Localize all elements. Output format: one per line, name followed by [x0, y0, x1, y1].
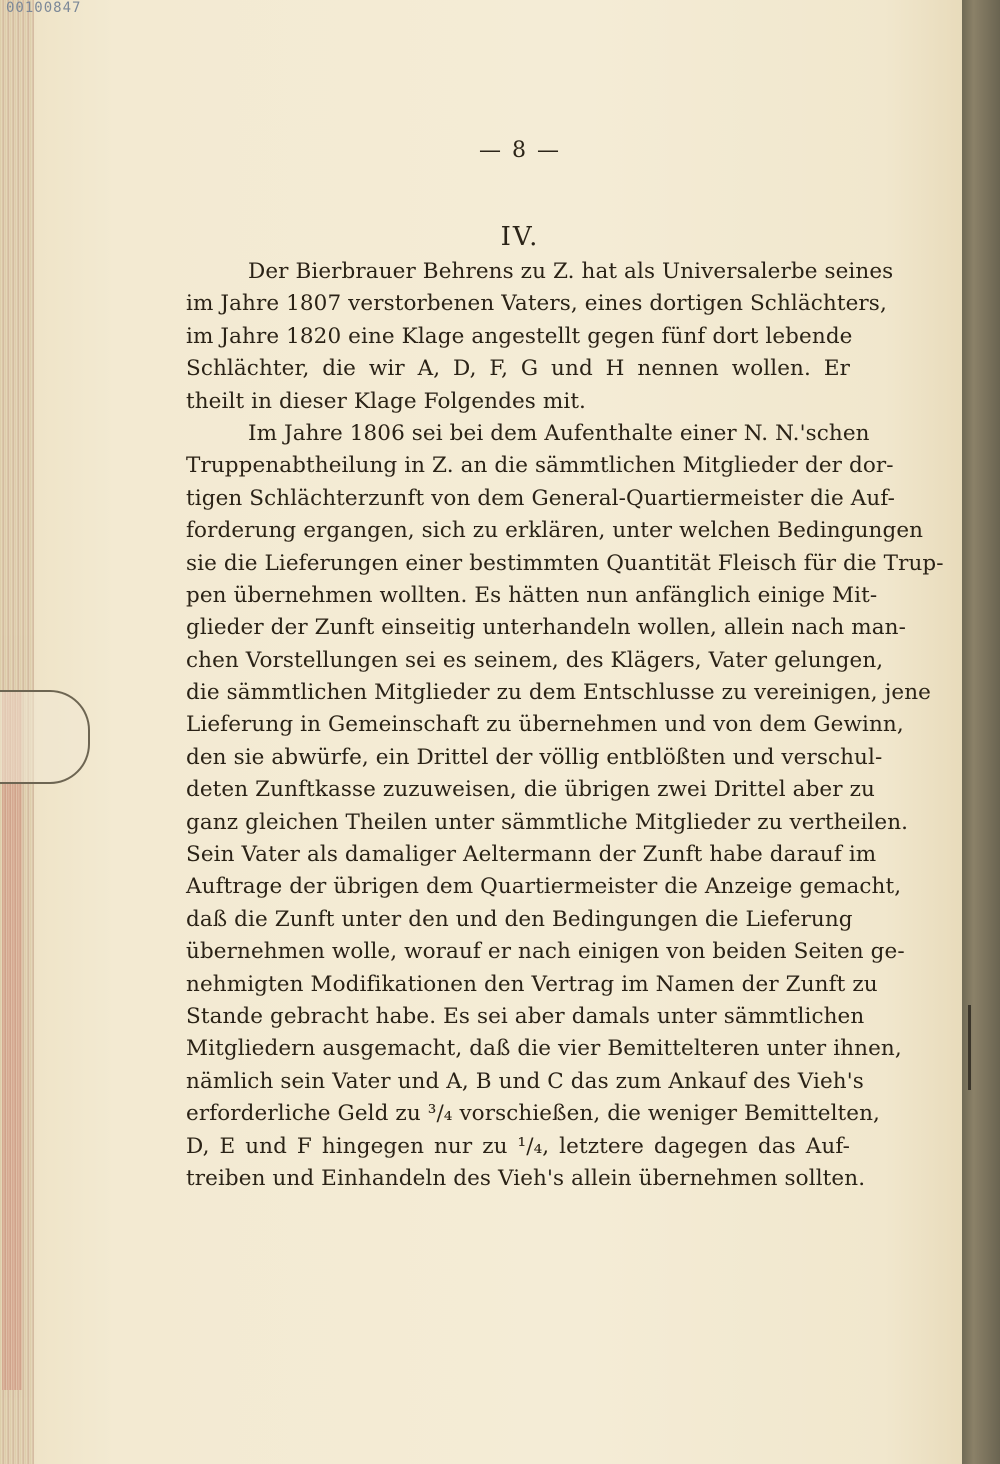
text-line: Auftrage der übrigen dem Quartiermeister die Anzeige gemacht,: [186, 874, 902, 900]
text-line: deten Zunftkasse zuzuweisen, die übrigen zwei Drittel aber zu: [186, 777, 875, 803]
text-line: ganz gleichen Theilen unter sämmtliche Mitglieder zu vertheilen.: [186, 809, 909, 835]
text-line: erforderliche Geld zu ³/₄ vorschießen, die weniger Bemittelten,: [186, 1101, 880, 1127]
text-line: glieder der Zunft einseitig unterhandeln wollen, allein nach man-: [186, 615, 906, 641]
text-line: Der Bierbrauer Behrens zu Z. hat als Universalerbe seines: [248, 259, 894, 284]
red-page-edges: [2, 690, 22, 1390]
text-line: Mitgliedern ausgemacht, daß die vier Bemittelteren unter ihnen,: [186, 1036, 902, 1062]
binding-clasp: [0, 690, 90, 784]
catalog-number: 00100847: [6, 0, 82, 16]
text-line: Stande gebracht habe. Es sei aber damals unter sämmtlichen: [186, 1003, 865, 1029]
text-line: den sie abwürfe, ein Drittel der völlig entblößten und verschul-: [186, 744, 883, 770]
text-line: daß die Zunft unter den und den Bedingungen die Lieferung: [186, 906, 853, 932]
text-line: D, E und F hingegen nur zu ¹/₄, letztere dagegen das Auf-: [186, 1133, 850, 1159]
text-line: übernehmen wolle, worauf er nach einigen von beiden Seiten ge-: [186, 939, 905, 965]
book-cover-edge: [962, 0, 1000, 1464]
margin-mark: [968, 1005, 971, 1090]
text-line: pen übernehmen wollten. Es hätten nun anfänglich einige Mit-: [186, 582, 878, 608]
text-line: treiben und Einhandeln des Vieh's allein übernehmen sollten.: [186, 1165, 866, 1191]
text-line: Im Jahre 1806 sei bei dem Aufenthalte einer N. N.'schen: [248, 420, 870, 446]
text-line: Truppenabtheilung in Z. an die sämmtlichen Mitglieder der dor-: [186, 453, 894, 479]
text-line: nämlich sein Vater und A, B und C das zum Ankauf des Vieh's: [186, 1068, 864, 1094]
text-line: sie die Lieferungen einer bestimmten Quantität Fleisch für die Trup-: [186, 550, 944, 576]
text-line: Lieferung in Gemeinschaft zu übernehmen und von dem Gewinn,: [186, 712, 904, 738]
section-heading: IV.: [500, 222, 540, 252]
body-text: [186, 256, 944, 1195]
text-line: tigen Schlächterzunft von dem General-Quartiermeister die Auf-: [186, 485, 895, 511]
text-line: nehmigten Modifikationen den Vertrag im Namen der Zunft zu: [186, 971, 878, 997]
page-number: — 8 —: [479, 138, 561, 163]
text-line: theilt in dieser Klage Folgendes mit.: [186, 388, 586, 414]
text-line: im Jahre 1807 verstorbenen Vaters, eines dortigen Schlächters,: [186, 291, 887, 317]
text-line: forderung ergangen, sich zu erklären, unter welchen Bedingungen: [186, 518, 924, 544]
text-line: Sein Vater als damaliger Aeltermann der Zunft habe darauf im: [186, 842, 877, 868]
text-line: chen Vorstellungen sei es seinem, des Klägers, Vater gelungen,: [186, 647, 884, 673]
text-line: die sämmtlichen Mitglieder zu dem Entschlusse zu vereinigen, jene: [186, 680, 931, 706]
text-line: im Jahre 1820 eine Klage angestellt gegen fünf dort lebende: [186, 323, 853, 349]
text-line: Schlächter, die wir A, D, F, G und H nennen wollen. Er: [186, 356, 850, 382]
